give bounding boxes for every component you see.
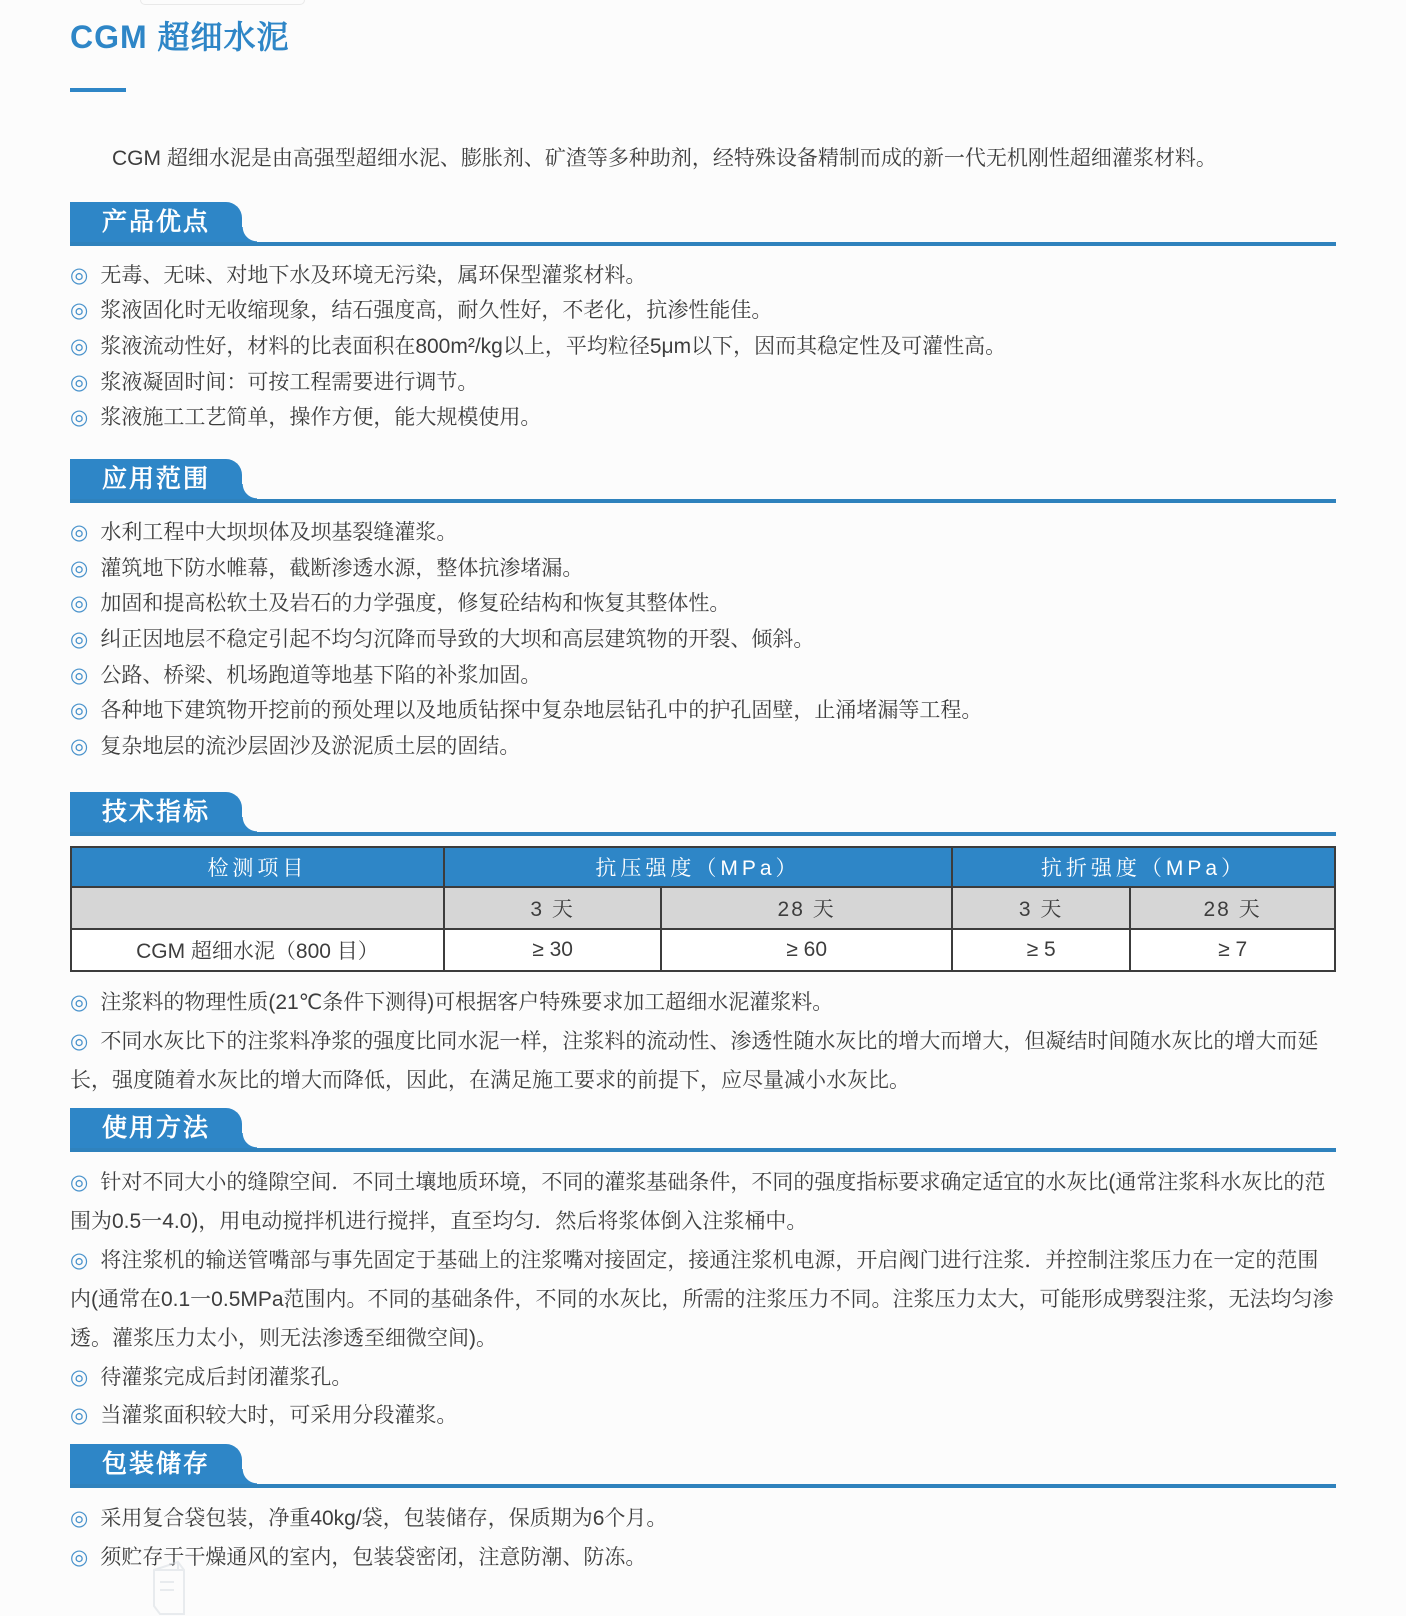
section-tab-label: 产品优点 — [70, 202, 242, 242]
section-advantages — [70, 202, 1336, 436]
list-item — [70, 984, 1336, 1023]
list-item-text: 当灌浆面积较大时，可采用分段灌浆。 — [100, 1404, 458, 1428]
cell-value: ≥ 30 — [444, 929, 661, 971]
list-item — [70, 293, 1336, 329]
section-heading-advantages — [70, 202, 1336, 246]
list-item — [70, 400, 1336, 436]
section-heading-specs — [70, 792, 1336, 836]
list-item-text: 不同水灰比下的注浆料净浆的强度比同水泥一样，注浆料的流动性、渗透性随水灰比的增大而增大，但凝结时间随水灰比的增大而延长，强度随着水灰比的增大而降低，因此，在满足施工要求的前提下，应尽量减小水灰比。 — [70, 1029, 1319, 1092]
bullet-icon: ◎ — [70, 735, 89, 759]
applications-list — [70, 515, 1336, 765]
bullet-icon: ◎ — [70, 370, 89, 394]
bullet-icon: ◎ — [70, 1249, 89, 1273]
section-tab-fillet — [242, 817, 257, 832]
list-item-text: 纠正因地层不稳定引起不均匀沉降而导致的大坝和高层建筑物的开裂、倾斜。 — [100, 628, 815, 652]
subheader-28d: 28 天 — [661, 887, 952, 929]
bullet-icon: ◎ — [70, 1171, 89, 1195]
bullet-icon: ◎ — [70, 1546, 89, 1570]
section-tab-label: 应用范围 — [70, 459, 242, 499]
section-usage — [70, 1108, 1336, 1436]
list-item — [70, 1242, 1336, 1359]
section-tab-fillet — [242, 227, 257, 242]
bullet-icon: ◎ — [70, 1404, 89, 1428]
bullet-icon: ◎ — [70, 699, 89, 723]
list-item — [70, 365, 1336, 401]
spec-notes-list — [70, 984, 1336, 1101]
list-item-text: 灌筑地下防水帷幕，截断渗透水源，整体抗渗堵漏。 — [100, 556, 584, 580]
list-item — [70, 1164, 1336, 1242]
list-item-text: 复杂地层的流沙层固沙及淤泥质土层的固结。 — [100, 735, 521, 759]
usage-list — [70, 1164, 1336, 1436]
list-item — [70, 1023, 1336, 1101]
title-underline — [70, 88, 126, 92]
bullet-icon: ◎ — [70, 628, 89, 652]
list-item — [70, 1500, 1336, 1539]
section-tab-label: 技术指标 — [70, 792, 242, 832]
list-item — [70, 515, 1336, 551]
bullet-icon: ◎ — [70, 334, 89, 358]
list-item-text: 待灌浆完成后封闭灌浆孔。 — [100, 1365, 353, 1389]
bullet-icon: ◎ — [70, 521, 89, 545]
list-item-text: 采用复合袋包装，净重40kg/袋，包装储存，保质期为6个月。 — [100, 1507, 668, 1531]
section-tab-fillet — [242, 1469, 257, 1484]
bullet-icon: ◎ — [70, 299, 89, 323]
cell-value: ≥ 5 — [952, 929, 1130, 971]
list-item — [70, 1539, 1336, 1578]
list-item-text: 公路、桥梁、机场跑道等地基下陷的补浆加固。 — [100, 663, 542, 687]
list-item — [70, 729, 1336, 765]
bullet-icon: ◎ — [70, 406, 89, 430]
spec-table — [70, 846, 1336, 972]
section-specs — [70, 792, 1336, 1101]
list-item-text: 各种地下建筑物开挖前的预处理以及地质钻探中复杂地层钻孔中的护孔固壁，止涌堵漏等工程。 — [100, 699, 983, 723]
bullet-icon: ◎ — [70, 663, 89, 687]
section-heading-storage — [70, 1444, 1336, 1488]
storage-list — [70, 1500, 1336, 1578]
list-item-text: 注浆料的物理性质(21℃条件下测得)可根据客户特殊要求加工超细水泥灌浆料。 — [100, 990, 834, 1014]
bullet-icon: ◎ — [70, 1507, 89, 1531]
table-subheader-row — [71, 887, 1335, 929]
list-item — [70, 586, 1336, 622]
section-tab-fillet — [242, 1133, 257, 1148]
col-header-test-item: 检测项目 — [71, 847, 444, 887]
list-item — [70, 1359, 1336, 1398]
list-item — [70, 329, 1336, 365]
bullet-icon: ◎ — [70, 263, 89, 287]
list-item — [70, 622, 1336, 658]
cell-product-name: CGM 超细水泥（800 目） — [71, 929, 444, 971]
list-item-text: 无毒、无味、对地下水及环境无污染，属环保型灌浆材料。 — [100, 263, 647, 287]
section-tab-label: 使用方法 — [70, 1108, 242, 1148]
bullet-icon: ◎ — [70, 592, 89, 616]
bullet-icon: ◎ — [70, 1029, 89, 1053]
bullet-icon: ◎ — [70, 1365, 89, 1389]
watermark-bag-outline — [140, 1556, 200, 1616]
col-header-flexural: 抗折强度（MPa） — [952, 847, 1335, 887]
section-applications — [70, 459, 1336, 765]
section-tab-fillet — [242, 484, 257, 499]
bullet-icon: ◎ — [70, 990, 89, 1014]
list-item-text: 针对不同大小的缝隙空间．不同土壤地质环境，不同的灌浆基础条件，不同的强度指标要求确定适宜的水灰比(通常注浆科水灰比的范围为0.5一4.0)，用电动搅拌机进行搅拌，直至均匀．然后将浆体倒入注浆桶中。 — [70, 1171, 1326, 1234]
list-item — [70, 693, 1336, 729]
list-item-text: 浆液施工工艺简单，操作方便，能大规模使用。 — [100, 406, 542, 430]
subheader-3d: 3 天 — [952, 887, 1130, 929]
list-item-text: 水利工程中大坝坝体及坝基裂缝灌浆。 — [100, 521, 458, 545]
section-tab-label: 包装储存 — [70, 1444, 242, 1484]
table-row — [71, 929, 1335, 971]
list-item-text: 浆液凝固时间：可按工程需要进行调节。 — [100, 370, 479, 394]
section-heading-usage — [70, 1108, 1336, 1152]
subheader-empty — [71, 887, 444, 929]
list-item — [70, 1397, 1336, 1436]
list-item-text: 浆液流动性好，材料的比表面积在800m²/kg以上，平均粒径5μm以下，因而其稳定性及可灌性高。 — [100, 334, 1007, 358]
bullet-icon: ◎ — [70, 556, 89, 580]
subheader-28d: 28 天 — [1130, 887, 1335, 929]
cell-value: ≥ 7 — [1130, 929, 1335, 971]
section-storage — [70, 1444, 1336, 1578]
intro-paragraph: CGM 超细水泥是由高强型超细水泥、膨胀剂、矿渣等多种助剂，经特殊设备精制而成的新一代无机刚性超细灌浆材料。 — [112, 147, 1217, 170]
advantages-list — [70, 258, 1336, 436]
list-item-text: 将注浆机的输送管嘴部与事先固定于基础上的注浆嘴对接固定，接通注浆机电源，开启阀门进行注浆．并控制注浆压力在一定的范围内(通常在0.1一0.5MPa范围内。不同的基础条件，不同的水灰比，所需的注浆压力不同。注浆压力太大，可能形成劈裂注浆，无法均匀渗透。灌浆压力太小，则无法渗透至细微空间)。 — [70, 1249, 1334, 1350]
section-heading-applications — [70, 459, 1336, 503]
list-item — [70, 258, 1336, 294]
cell-value: ≥ 60 — [661, 929, 952, 971]
col-header-compressive: 抗压强度（MPa） — [444, 847, 952, 887]
list-item-text: 浆液固化时无收缩现象，结石强度高，耐久性好，不老化，抗渗性能佳。 — [100, 299, 773, 323]
list-item-text: 加固和提高松软土及岩石的力学强度，修复砼结构和恢复其整体性。 — [100, 592, 731, 616]
page-title: CGM 超细水泥 — [70, 19, 290, 55]
list-item — [70, 658, 1336, 694]
subheader-3d: 3 天 — [444, 887, 661, 929]
list-item-text: 须贮存于干燥通风的室内，包装袋密闭，注意防潮、防冻。 — [100, 1546, 647, 1570]
table-header-row — [71, 847, 1335, 887]
list-item — [70, 551, 1336, 587]
